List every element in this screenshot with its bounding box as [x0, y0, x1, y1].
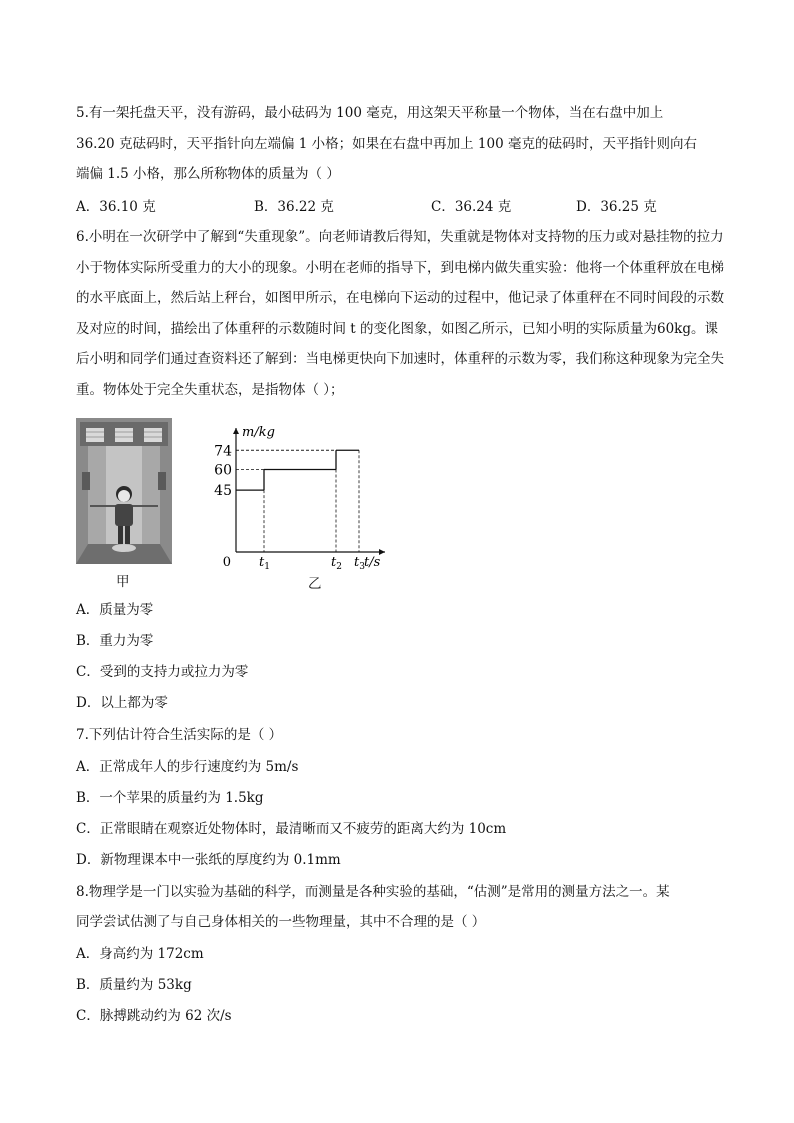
elevator-figure	[76, 418, 172, 564]
q6-option-c[interactable]: C．受到的支持力或拉力为零	[76, 664, 249, 680]
x-tick-label: $t_2$	[331, 555, 342, 570]
q7-option-c[interactable]: C．正常眼睛在观察近处物体时，最清晰而又不疲劳的距离大约为 10cm	[76, 821, 507, 837]
y-tick-label: 60	[214, 462, 232, 479]
y-tick-label: 45	[214, 483, 232, 500]
q7-option-d[interactable]: D．新物理课本中一张纸的厚度约为 0.1mm	[76, 852, 341, 868]
q5-option-a[interactable]: A．36.10 克	[76, 199, 156, 215]
q8-text-line-1: 8.物理学是一门以实验为基础的科学，而测量是各种实验的基础，“估测”是常用的测量方法之一。某	[76, 884, 670, 900]
q5-options	[76, 195, 736, 217]
x-tick-label: $t_1$	[259, 555, 270, 570]
q8-option-b[interactable]: B．质量约为 53kg	[76, 977, 192, 993]
q6-question-text: 6.小明在一次研学中了解到“失重现象”。向老师请教后得知，失重就是物体对支持物的压力或对悬挂物的拉力小于物体实际所受重力的大小的现象。小明在老师的指导下，到电梯内做失重实验：他将一个体重秤放在电梯的水平底面上，然后站上秤台，如图甲所示，在电梯向下运动的过程中，他记录了体重秤在不同时间段的示数及对应的时间，描绘出了体重秤的示数随时间 t 的变化图象，如图乙所示，已知小明的实际质量为60kg。课后小明和同学们通过查资料还了解到：当电梯更快向下加速时，体重秤的示数为零，我们称这种现象为完全失重。物体处于完全失重状态，是指物体（ ）；	[76, 229, 724, 398]
y-axis-arrow	[233, 428, 239, 434]
q5-text-line-1: 5.有一架托盘天平，没有游码，最小砝码为 100 毫克，用这架天平称量一个物体，当在右盘中加上	[76, 105, 664, 121]
q8-text-line-2: 同学尝试估测了与自己身体相关的一些物理量，其中不合理的是（ ）	[76, 914, 486, 930]
q6-option-a[interactable]: A．质量为零	[76, 602, 154, 618]
figure-b-label: 乙	[308, 576, 322, 592]
q6-option-b[interactable]: B．重力为零	[76, 633, 154, 649]
q5-option-c[interactable]: C．36.24 克	[431, 199, 512, 215]
q5-option-b[interactable]: B．36.22 克	[254, 199, 334, 215]
q7-option-b[interactable]: B．一个苹果的质量约为 1.5kg	[76, 790, 264, 806]
q5-text-line-2: 36.20 克砝码时，天平指针向左端偏 1 小格；如果在右盘中再加上 100 毫克的砝码时，天平指针则向右	[76, 136, 697, 152]
x-axis-label: t/s	[364, 555, 381, 570]
q7-stem: 7.下列估计符合生活实际的是（ ）	[76, 727, 283, 743]
q6-option-d[interactable]: D．以上都为零	[76, 695, 168, 711]
y-tick-label: 74	[214, 443, 232, 460]
q8-option-c[interactable]: C．脉搏跳动约为 62 次/s	[76, 1008, 232, 1024]
q5-option-d[interactable]: D．36.25 克	[576, 199, 657, 215]
y-axis-label: m/kg	[242, 425, 275, 440]
q7-option-a[interactable]: A．正常成年人的步行速度约为 5m/s	[76, 759, 299, 775]
mass-time-chart	[200, 420, 400, 570]
figure-a-label: 甲	[116, 574, 130, 590]
q8-option-a[interactable]: A．身高约为 172cm	[76, 946, 204, 962]
x-tick-label: $t_3$	[354, 555, 365, 570]
origin-label: 0	[222, 555, 231, 570]
q5-text-line-3: 端偏 1.5 小格，那么所称物体的质量为（ ）	[76, 166, 340, 182]
